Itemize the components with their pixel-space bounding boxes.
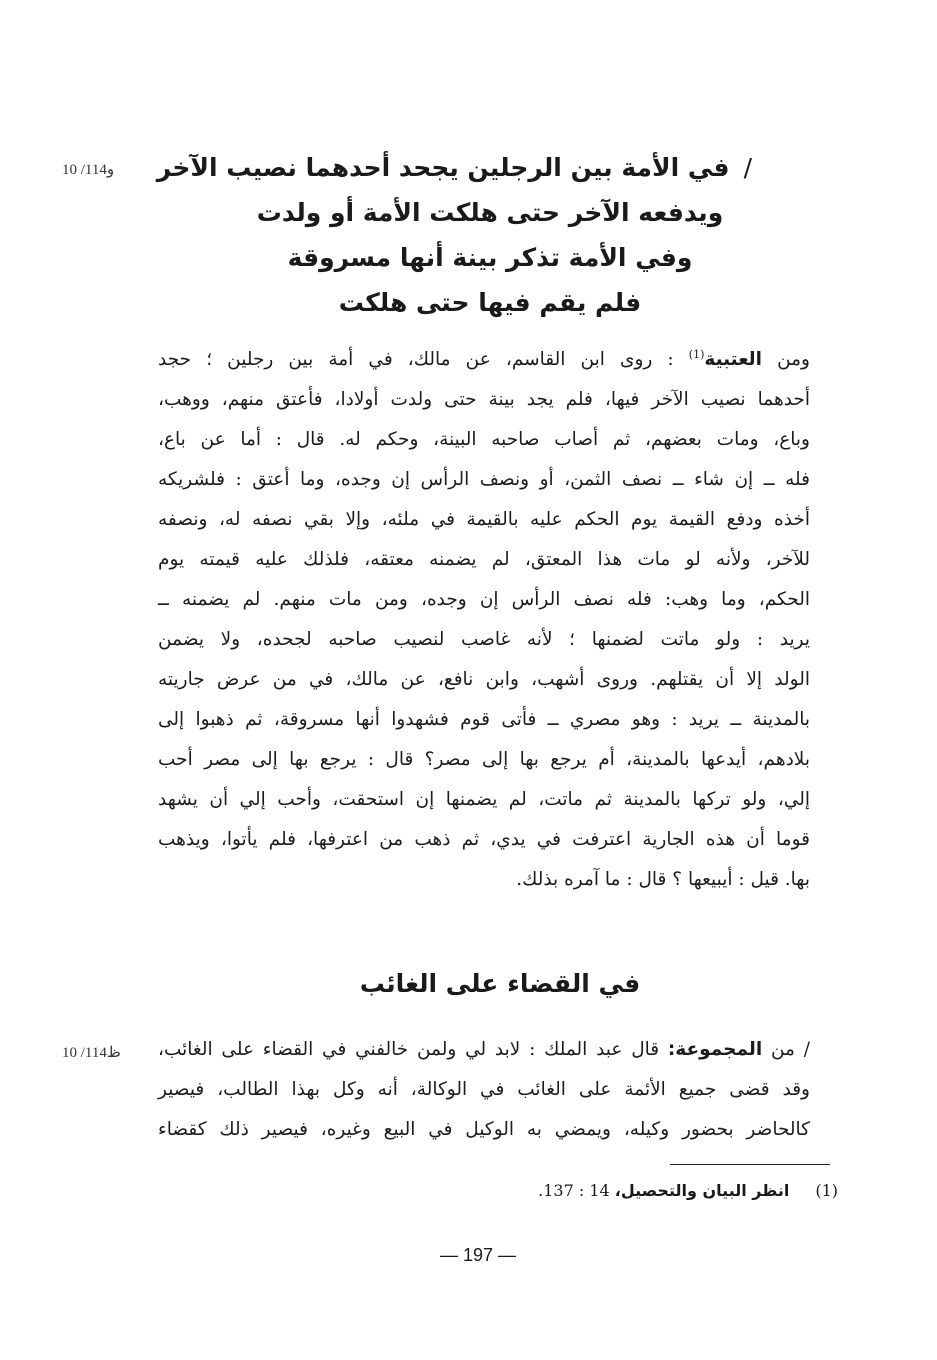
paragraph-line: قوما أن هذه الجارية اعترفت في يدي، ثم ذهب من اعترفها، فلم يأتوا، ويذهب	[158, 829, 810, 850]
paragraph-line: الحكم، وما وهب: فله نصف الرأس إن وجده، ومن مات منهم. لم يضمنه ــ	[158, 589, 810, 610]
footnote	[400, 1177, 838, 1205]
heading-line-3: وفي الأمة تذكر بينة أنها مسروقة	[287, 243, 693, 272]
source-name: العتبية	[704, 349, 762, 370]
paragraph-line: فله ــ إن شاء ــ نصف الثمن، أو ونصف الرأس إن وجده، وما أعتق : فلشريكه	[158, 469, 810, 490]
paragraph-line: أحدهما نصيب الآخر فيها، فلم يجد بينة حتى ولدت أولادا، فأعتق منهم، ووهب،	[158, 389, 810, 410]
paragraph-line: بلادهم، أيدعها بالمدينة، أم يرجع بها إلى مصر؟ قال : يرجع بها إلى مصر أحب	[158, 749, 810, 770]
paragraph-line: بها. قيل : أيبيعها ؟ قال : ما آمره بذلك.	[516, 869, 810, 890]
source-name: المجموعة:	[667, 1039, 763, 1060]
folio-slash-mark: /	[743, 153, 752, 182]
paragraph-line: / من المجموعة: قال عبد الملك : لابد لي ولمن خالفني في القضاء على الغائب،	[158, 1039, 810, 1060]
paragraph-line: الولد إلا أن يقتلهم. وروى أشهب، وابن نافع، عن مالك، في من عرض جاريته	[158, 669, 810, 690]
footnote-number: (1)	[815, 1181, 838, 1200]
paragraph-line: للآخر، ولأنه لو مات هذا المعتق، لم يضمنه معتقه، فلذلك عليه قيمته يوم	[158, 549, 810, 570]
paragraph-line: وباع، ومات بعضهم، ثم أصاب صاحبه البينة، وحكم له. قال : أما عن باع،	[158, 429, 810, 450]
footnote-marker: (1)	[688, 347, 705, 361]
section-heading: في القضاء على الغائب	[359, 969, 641, 998]
paragraph-1	[158, 340, 810, 900]
paragraph-line: كالحاضر بحضور وكيله، ويمضي به الوكيل في البيع وغيره، فيصير ذلك كقضاء	[158, 1119, 810, 1140]
footnote-source: انظر البيان والتحصيل،	[614, 1181, 790, 1200]
chapter-heading	[156, 145, 800, 325]
paragraph-line: يريد : ولو ماتت لضمنها ؛ لأنه غاصب لنصيب صاحبه لجحده، ولا يضمن	[158, 629, 810, 650]
margin-reference-bottom: 10 /114ظ	[62, 1045, 121, 1061]
page-number: — 197 —	[439, 1245, 517, 1265]
folio-slash-mark: /	[803, 1039, 810, 1060]
footnote-reference: 14 : 137.	[538, 1181, 615, 1200]
paragraph-line: بالمدينة ــ يريد : وهو مصري ــ فأتى قوم فشهدوا أنها مسروقة، ثم ذهبوا إلى	[158, 709, 810, 730]
heading-line-1: /في الأمة بين الرجلين يجحد أحدهما نصيب الآخر	[180, 145, 800, 190]
margin-reference-top: 10 /114و	[62, 162, 115, 178]
footnote-divider	[670, 1164, 830, 1165]
paragraph-2	[158, 1030, 810, 1150]
paragraph-line: ومن العتبية$^{(1)}$ : روى ابن القاسم، عن مالك، في أمة بين رجلين ؛ حجد	[158, 347, 810, 370]
paragraph-line: إلي، ولو تركها بالمدينة ثم ماتت، لم يضمنها إن استحقت، وأحب إلي أن يشهد	[158, 789, 810, 810]
heading-line-4: فلم يقم فيها حتى هلكت	[338, 288, 642, 317]
heading-line-2: ويدفعه الآخر حتى هلكت الأمة أو ولدت	[256, 198, 724, 227]
paragraph-line: أخذه ودفع القيمة يوم الحكم عليه بالقيمة في ملئه، وإلا بقي نصفه له، ونصفه	[158, 509, 810, 530]
paragraph-line: وقد قضى جميع الأئمة على الغائب في الوكالة، أنه وكل بهذا الطالب، فيصير	[158, 1079, 810, 1100]
